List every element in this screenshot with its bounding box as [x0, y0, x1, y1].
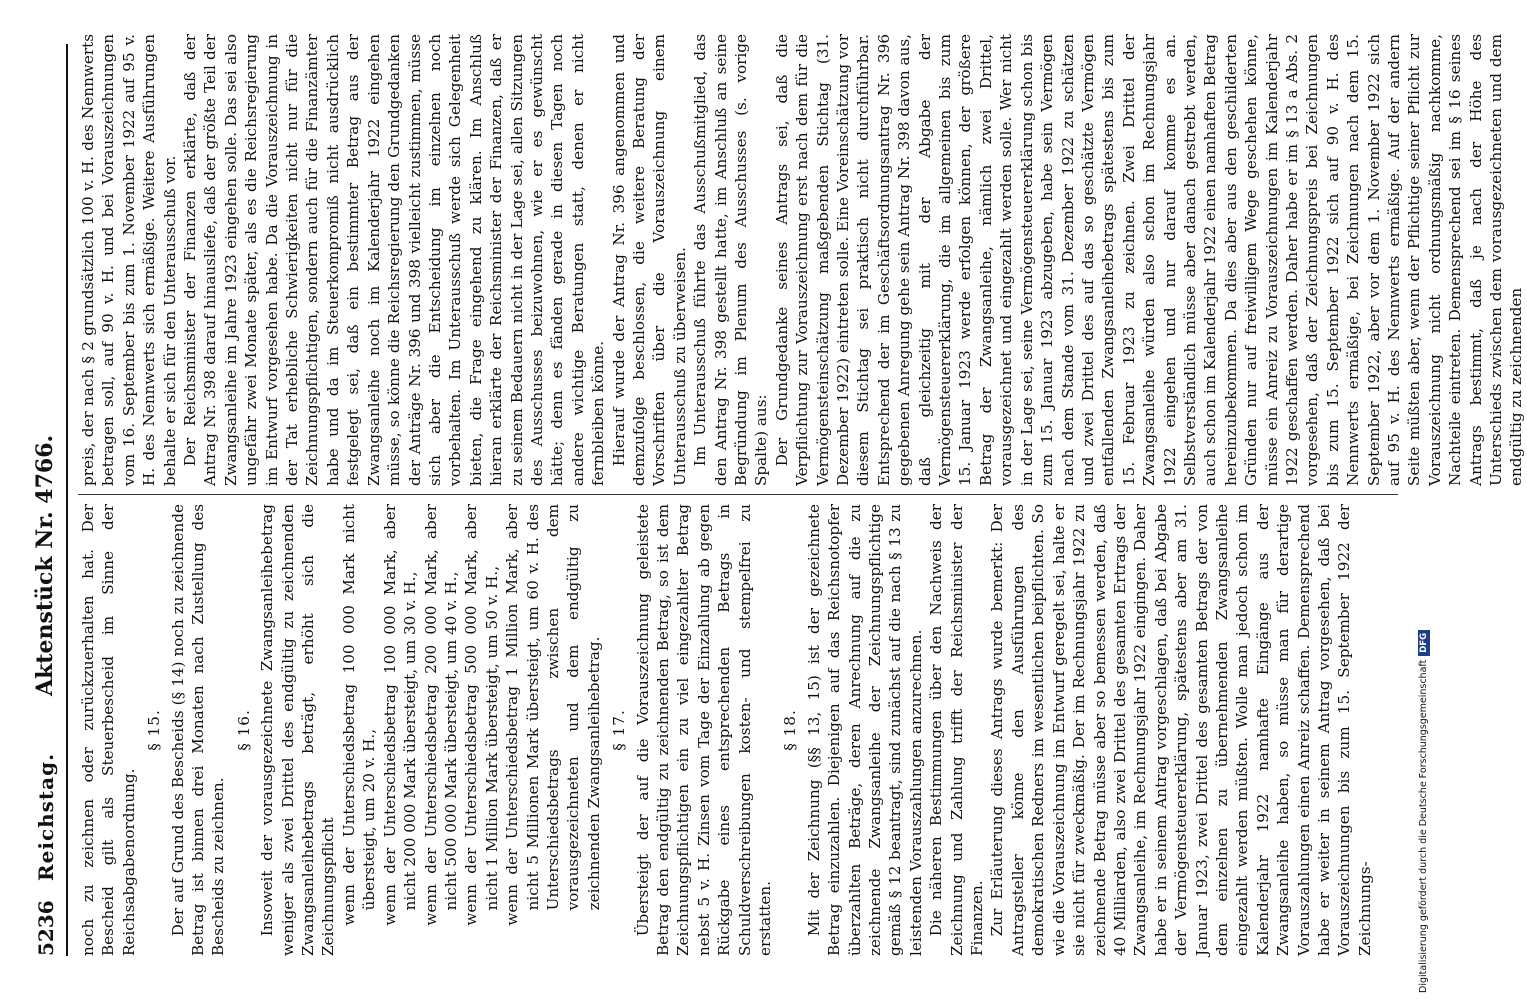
paragraph: Der Grundgedanke seines Antrags sei, daß die Verpflichtung zur Vorauszeichnung erst nach dem für die Vermögensteinschätzung maßgebenden Stichtag (31. Dezember 1922) eintreten solle. Eine Voreinschätzung vor diesem Stichtag sei praktisch nicht durchführbar. Entsprechend der im Geschäftsordnungsantrag Nr. 396 gegebenen Anregung gehe sein Antrag Nr. 398 davon aus, daß gleichzeitig mit der Abgabe der Vermögensteuererklärung, die im allgemeinen bis zum 15. Januar 1923 werde erfolgen können, der größere Betrag der Zwangsanleihe, nämlich zwei Drittel, vorausgezeichnet und eingezahlt werden solle. Wer nicht in der Lage sei, seine Vermögensteuererklärung schon bis zum 15. Januar 1923 abzugeben, habe sein Vermögen nach dem Stande vom 31. Dezember 1922 zu schätzen und zwei Drittel des auf das so geschätzte Vermögen entfallenden Zwangsanleihebetrags spätestens bis zum 15. Februar 1923 zu zeichnen. Zwei Drittel der Zwangsanleihe würden also schon im Rechnungsjahr 1922 eingehen und nur darauf komme es an. Selbstverständlich müsse aber danach gestrebt werden, auch schon im Kalenderjahr 1922 einen namhaften Betrag hereinzubekommen. Da dies aber aus den geschilderten Gründen nur auf freiwilligem Wege geschehen könne, müsse ein Anreiz zu Vorauszeichnungen im Kalenderjahr 1922 geschaffen werden. Daher habe er im § 13 a Abs. 2 vorgesehen, daß der Zeichnungspreis bei Zeichnungen bis zum 15. September 1922 sich auf 90 v. H. des Nennwerts ermäßige, bei Zeichnungen nach dem 15. September 1922, aber vor dem 1. November 1922 sich auf 95 v. H. des Nennwerts ermäßige. Auf der andern Seite müßten aber, wenn der Pflichtige seiner Pflicht zur Vorauszeichnung nicht ordnungsmäßig nachkomme, Nachteile eintreten. Demensprechend sei im § 16 seines Antrags bestimmt, daß je nach der Höhe des Unterschieds zwischen dem vorausgezeichneten und dem endgültig zu zeichnenden	[772, 34, 1526, 486]
list-line: wenn der Unterschiedsbetrag 1 Million Mark, aber nicht 5 Millionen Mark übersteigt, um 60 v. H. des Unterschiedsbetrags zwischen dem vorausgezeichneten und dem endgültig zu zeichnenden Zwangsanleihebetrag.	[503, 504, 603, 926]
paragraph: Der auf Grund des Bescheids (§ 14) noch zu zeichnende Betrag ist binnen drei Monaten nach Zustellung des Bescheids zu zeichnen.	[168, 504, 228, 956]
section-heading: § 18.	[781, 709, 800, 751]
paragraph: preis, der nach § 2 grundsätzlich 100 v. H. des Nennwerts betragen soll, auf 90 v. H. und bei Vorauszeichnungen vom 16. September bis zum 1. November 1922 auf 95 v. H. des Nennwerts sich ermäßige. Weitere Ausführungen behalte er sich für den Unterausschuß vor.	[79, 34, 179, 486]
header-aktenstueck: Aktenstück Nr. 4766.	[32, 434, 58, 696]
dfg-credit	[1418, 8, 1430, 993]
page-header	[30, 44, 68, 956]
section-heading: § 17.	[610, 709, 629, 751]
paragraph: Übersteigt der auf die Vorauszeichnung geleistete Betrag den endgültig zu zeichnenden Betrag, so ist dem Zeichnungspflichtigen ein zu viel eingezahlter Betrag nebst 5 v. H. Zinsen vom Tage der Einzahlung ab gegen Rückgabe eines entsprechenden Betrags in Schuldverschreibungen kosten- und stempelfrei zu erstatten.	[633, 504, 774, 956]
paragraph: Insoweit der vorausgezeichnete Zwangsanleihebetrag weniger als zwei Drittel des endgültig zu zeichnenden Zwangsanleihebetrags beträgt, erhöht sich die Zeichnungspflicht	[258, 504, 338, 956]
paragraph: Hierauf wurde der Antrag Nr. 396 angenommen und demzufolge beschlossen, die weitere Beratung der Vorschriften über die Vorauszeichnung einem Unterausschuß zu überweisen.	[609, 34, 689, 486]
list-line: wenn der Unterschiedsbetrag 200 000 Mark, aber nicht 500 000 Mark übersteigt, um 40 v. H.,	[421, 504, 460, 926]
paragraph: noch zu zeichnen oder zurückzuerhalten hat. Der Bescheid gilt als Steuerbescheid im Sinne der Reichsabgabenordnung.	[79, 504, 138, 956]
paragraph: Mit der Zeichnung (§§ 13, 15) ist der gezeichnete Betrag einzuzahlen. Diejenigen auf das Reichsnotopfer überzahlten Beträge, deren Anrechnung auf die zu zeichnende Zwangsanleihe der Zeichnungspflichtige gemäß § 12 beantragt, sind zunächst auf die nach § 13 zu leistenden Vorauszahlungen anzurechnen.	[804, 504, 925, 956]
list-line: wenn der Unterschiedsbetrag 500 000 Mark, aber nicht 1 Million Mark übersteigt, um 50 v. H.,	[462, 504, 501, 926]
column-left	[78, 504, 1375, 956]
section-heading: § 16.	[234, 709, 253, 751]
paragraph: Zur Erläuterung dieses Antrags wurde bemerkt: Der Antragsteller könne den Ausführungen des demokratischen Redners im wesentlichen beipflichten. So wie die Vorauszeichnung im Entwurf geregelt sei, halte er sie nicht für zweckmäßig. Der im Rechnungsjahr 1922 zu zeichnende Betrag müsse aber so bemessen werden, daß 40 Milliarden, also zwei Drittel des gesamten Ertrags der Zwangsanleihe, im Rechnungsjahr 1922 eingingen. Daher habe er in seinem Antrag vorgeschlagen, daß bei Abgabe der Vermögensteuererklärung, spätestens aber am 31. Januar 1923, zwei Drittel des gesamten Betrags der von dem einzelnen zu übernehmenden Zwangsanleihe eingezahlt werden müßten. Wolle man jedoch schon im Kalenderjahr 1922 namhafte Eingänge aus der Zwangsanleihe haben, so müsse man für derartige Vorauszahlungen einen Anreiz schaffen. Demensprechend habe er weiter in seinem Antrag vorgesehen, daß bei Vorauszeichnungen bis zum 15. September 1922 der Zeichnungs-	[988, 504, 1374, 956]
section-heading: § 15.	[145, 709, 164, 751]
header-title: Reichstag.	[34, 752, 58, 881]
dfg-logo: DFG	[1418, 630, 1430, 656]
paragraph: Die näheren Bestimmungen über den Nachweis der Zeichnung und Zahlung trifft der Reichsminister der Finanzen.	[927, 504, 987, 956]
dfg-credit-text: Digitalisierung gefördert durch die Deutsche Forschungsgemeinschaft	[1418, 659, 1429, 993]
list-line: wenn der Unterschiedsbetrag 100 000 Mark, aber nicht 200 000 Mark übersteigt, um 30 v. H.,	[380, 504, 420, 926]
paragraph: Der Reichsminister der Finanzen erklärte, daß der Antrag Nr. 398 darauf hinausliefe, daß der größte Teil der Zwangsanleihe im Jahre 1923 eingehen solle. Das sei also ungefähr zwei Monate später, als es die Reichsregierung im Entwurf vorgesehen habe. Da die Vorauszeichnung in der Tat erhebliche Schwierigkeiten nicht nur für die Zeichnungspflichtigen, sondern auch für die Finanzämter habe und da im Steuerkompromiß nicht ausdrücklich festgelegt sei, daß ein bestimmter Betrag aus der Zwangsanleihe noch im Kalenderjahr 1922 eingehen müsse, so könne die Reichsregierung den Grundgedanken der Anträge Nr. 396 und 398 vielleicht zustimmen, müsse sich aber die Entscheidung im einzelnen noch vorbehalten. Im Unterausschuß werde sich Gelegenheit bieten, die Frage eingehend zu klären. Im Anschluß hieran erklärte der Reichsminister der Finanzen, daß er zu seinem Bedauern nicht in der Lage sei, allen Sitzungen des Ausschusses beizuwohnen, wie er es gewünscht hätte; denn es fänden gerade in diesen Tagen noch andere wichtige Beratungen statt, denen er nicht fernbleiben könne.	[181, 34, 608, 486]
column-divider	[78, 494, 1398, 495]
page-number: 5236	[34, 900, 58, 956]
list-line: wenn der Unterschiedsbetrag 100 000 Mark nicht übersteigt, um 20 v. H.,	[339, 504, 379, 926]
paragraph: Im Unterausschuß führte das Ausschußmitglied, das den Antrag Nr. 398 gestellt hatte, im Anschluß an seine Begründung im Plenum des Ausschusses (s. vorige Spalte) aus:	[691, 34, 771, 486]
column-right	[78, 34, 1527, 486]
